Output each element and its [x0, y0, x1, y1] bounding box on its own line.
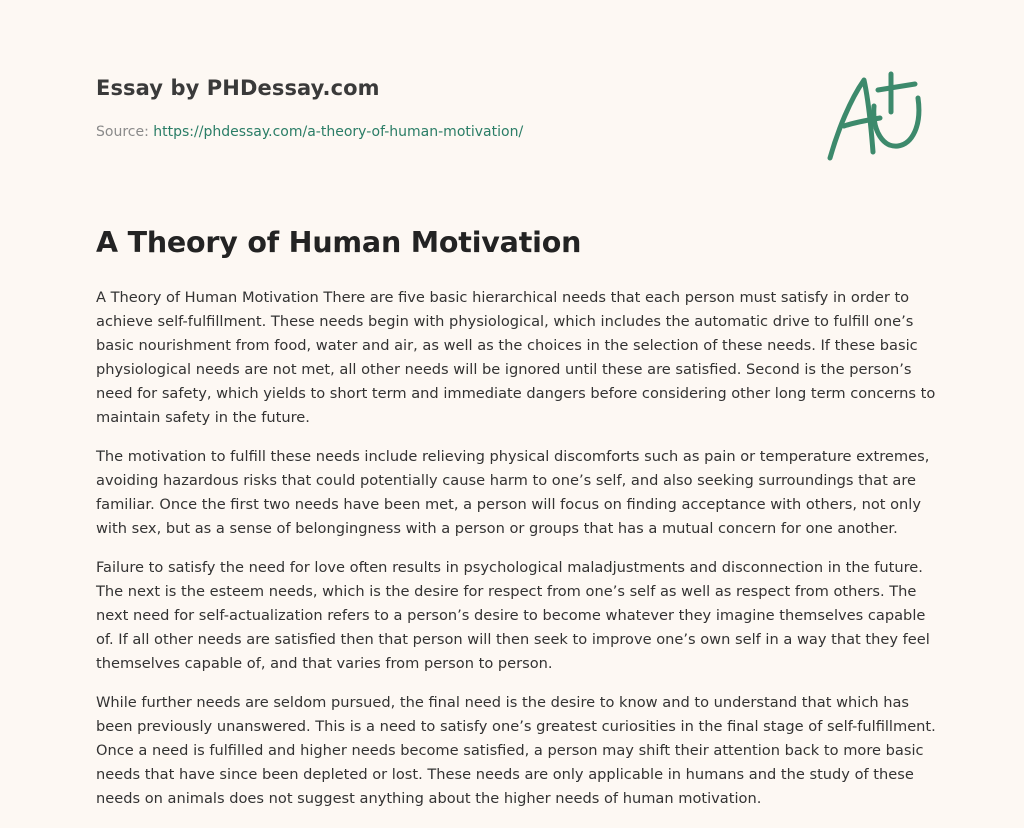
a-plus-grade-icon: [820, 68, 928, 166]
source-link[interactable]: https://phdessay.com/a-theory-of-human-motivation/: [153, 124, 524, 140]
essay-paragraph: A Theory of Human Motivation There are five basic hierarchical needs that each person must satisfy in order to achieve self-fulfillment. These needs begin with physiological, which includes the automatic drive to fulfill one’s basic nourishment from food, water and air, as well as the choices in the selection of these needs. If these basic physiological needs are not met, all other needs will be ignored until these are satisfied. Second is the person’s need for safety, which yields to short term and immediate dangers before considering other long term concerns to maintain safety in the future.: [96, 289, 936, 426]
essay-paragraph: The motivation to fulfill these needs include relieving physical discomforts such as pain or temperature extremes, avoiding hazardous risks that could potentially cause harm to one’s self, and also seeking surroundings that are familiar. Once the first two needs have been met, a person will focus on finding acceptance with others, not only with sex, but as a sense of belongingness with a person or groups that has a mutual concern for one another.: [96, 448, 930, 537]
essay-title: A Theory of Human Motivation: [96, 226, 582, 259]
source-label: Source:: [96, 124, 149, 140]
essay-body: [96, 286, 936, 826]
source-line: [96, 124, 523, 140]
essay-paragraph: While further needs are seldom pursued, the final need is the desire to know and to understand that which has been previously unanswered. This is a need to satisfy one’s greatest curiosities in the final stage of self-fulfillment. Once a need is fulfilled and higher needs become satisfied, a person may shift their attention back to more basic needs that have since been depleted or lost. These needs are only applicable in humans and the study of these needs on animals does not suggest anything about the higher needs of human motivation.: [96, 694, 936, 807]
site-brand-heading: Essay by PHDessay.com: [96, 76, 380, 100]
essay-paragraph: Failure to satisfy the need for love often results in psychological maladjustments and disconnection in the future. The next is the esteem needs, which is the desire for respect from one’s self as well as respect from others. The next need for self-actualization refers to a person’s desire to become whatever they imagine themselves capable of. If all other needs are satisfied then that person will then seek to improve one’s own self in a way that they feel themselves capable of, and that varies from person to person.: [96, 559, 930, 672]
